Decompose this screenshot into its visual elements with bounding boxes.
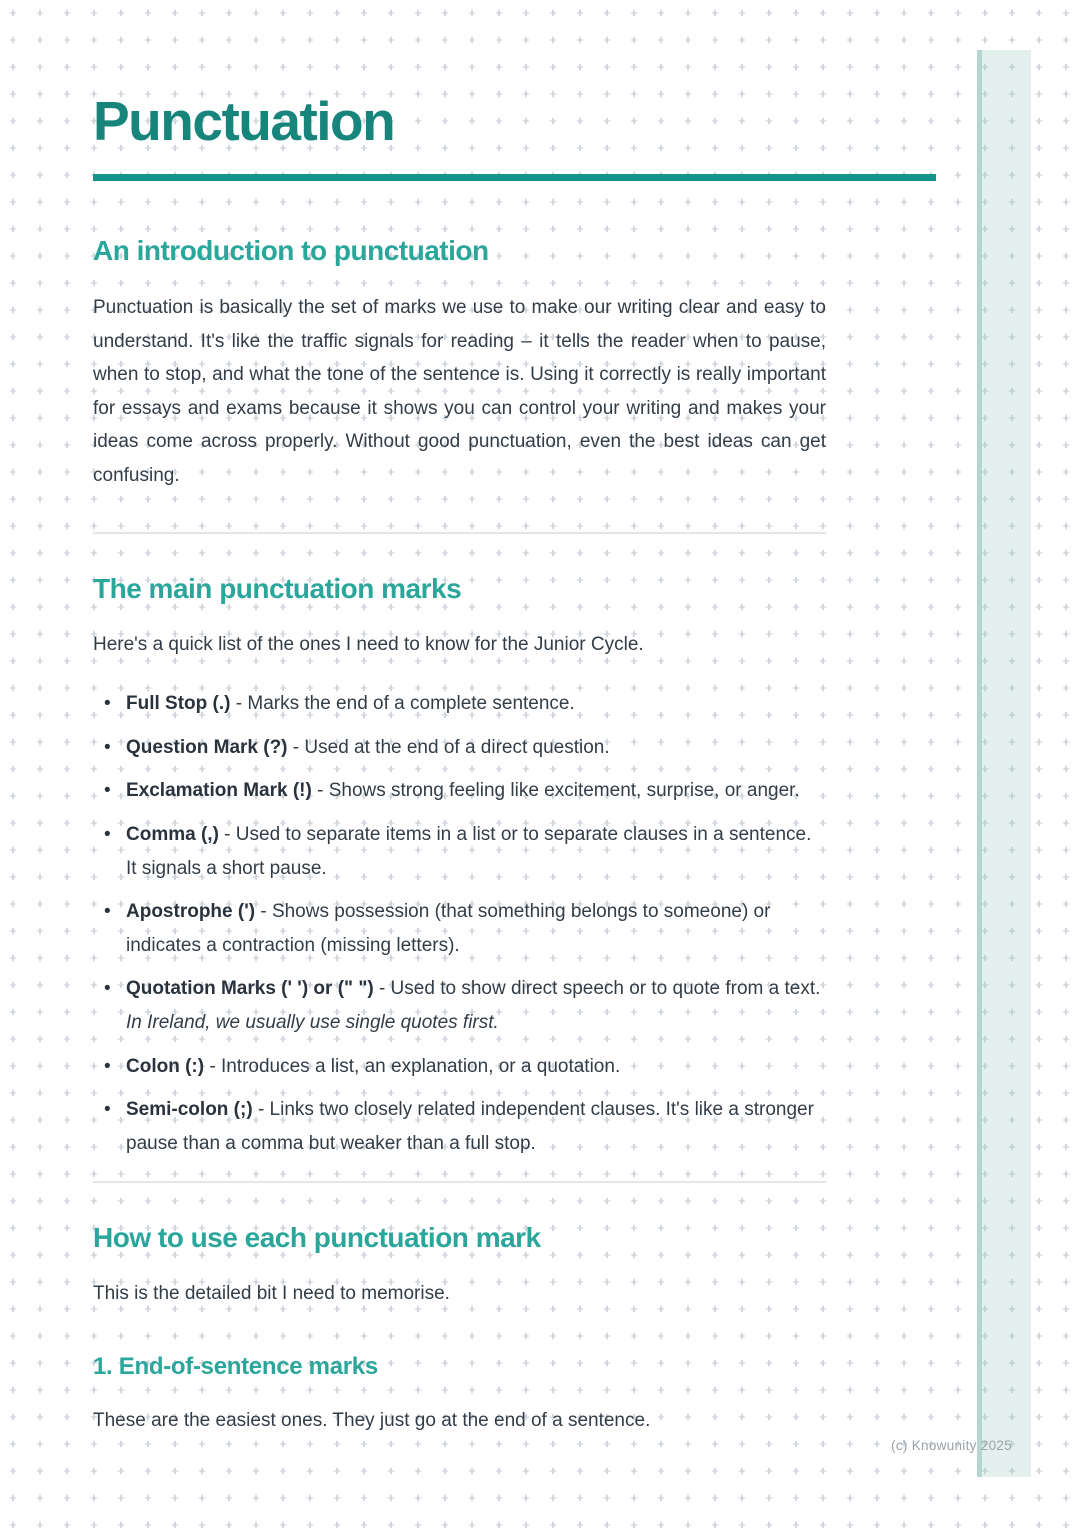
title-underline-rule [93, 174, 936, 181]
end-of-sentence-paragraph: These are the easiest ones. They just go at the end of a sentence. [93, 1409, 651, 1431]
list-item-description: - Links two closely related independent clauses. It's like a stronger pause than a comma but weaker than a full stop. [126, 1099, 814, 1154]
marks-list [93, 687, 826, 1160]
list-item-term: Quotation Marks (' ') or (" ") [126, 978, 374, 1000]
page-title: Punctuation [93, 90, 395, 152]
list-item-term: Full Stop (.) [126, 693, 231, 715]
list-item-description: - Introduces a list, an explanation, or a quotation. [204, 1055, 621, 1077]
section-divider [93, 532, 826, 534]
list-item-description: - Used at the end of a direct question. [287, 736, 610, 758]
bullet-icon: • [104, 780, 111, 802]
section-heading-intro: An introduction to punctuation [93, 235, 489, 266]
marks-lead-text: Here's a quick list of the ones I need to know for the Junior Cycle. [93, 633, 644, 655]
list-item [93, 1093, 826, 1160]
list-item [93, 972, 826, 1039]
list-item-description: - Used to show direct speech or to quote from a text. [373, 978, 821, 1000]
list-item [93, 1050, 826, 1084]
list-item-term: Colon (:) [126, 1055, 205, 1077]
list-item-term: Exclamation Mark (!) [126, 780, 312, 802]
list-item-term: Question Mark (?) [126, 736, 288, 758]
list-item [93, 895, 826, 962]
section-heading-howto: How to use each punctuation mark [93, 1222, 541, 1254]
list-item-italic-note: In Ireland, we usually use single quotes first. [126, 1011, 499, 1033]
bullet-icon: • [104, 1055, 111, 1077]
document-content [93, 0, 826, 1437]
subsection-heading-end-of-sentence: 1. End-of-sentence marks [93, 1352, 378, 1380]
bullet-icon: • [104, 736, 111, 758]
list-item [93, 818, 826, 885]
intro-paragraph: Punctuation is basically the set of marks we use to make our writing clear and easy to understand. It's like the traffic signals for reading – it tells the reader when to pause, when to stop, and what the tone of the sentence is. Using it correctly is really important for essays and exams because it shows you can control your writing and makes your ideas come across properly. Without good punctuation, even the best ideas can get confusing. [93, 297, 826, 486]
bullet-icon: • [104, 978, 111, 1000]
list-item-description: - Marks the end of a complete sentence. [230, 693, 575, 715]
section-divider [93, 1181, 826, 1183]
list-item-term: Apostrophe (') [126, 901, 256, 923]
list-item [93, 731, 826, 765]
list-item-description: - Shows possession (that something belongs to someone) or indicates a contraction (missing letters). [126, 901, 771, 956]
list-item-description: - Used to separate items in a list or to separate clauses in a sentence. It signals a short pause. [126, 823, 812, 879]
copyright-watermark: (c) Knowunity 2025 [891, 1438, 1012, 1453]
list-item-term: Semi-colon (;) [126, 1099, 253, 1121]
bullet-icon: • [104, 1099, 111, 1121]
section-heading-marks: The main punctuation marks [93, 572, 462, 604]
list-item-term: Comma (,) [126, 823, 219, 845]
bullet-icon: • [104, 901, 111, 923]
list-item [93, 774, 826, 808]
bullet-icon: • [104, 693, 111, 715]
list-item-description: - Shows strong feeling like excitement, surprise, or anger. [311, 780, 800, 802]
side-accent-strip [977, 50, 1031, 1477]
bullet-icon: • [104, 823, 111, 845]
list-item [93, 687, 826, 721]
howto-lead-text: This is the detailed bit I need to memorise. [93, 1283, 450, 1305]
